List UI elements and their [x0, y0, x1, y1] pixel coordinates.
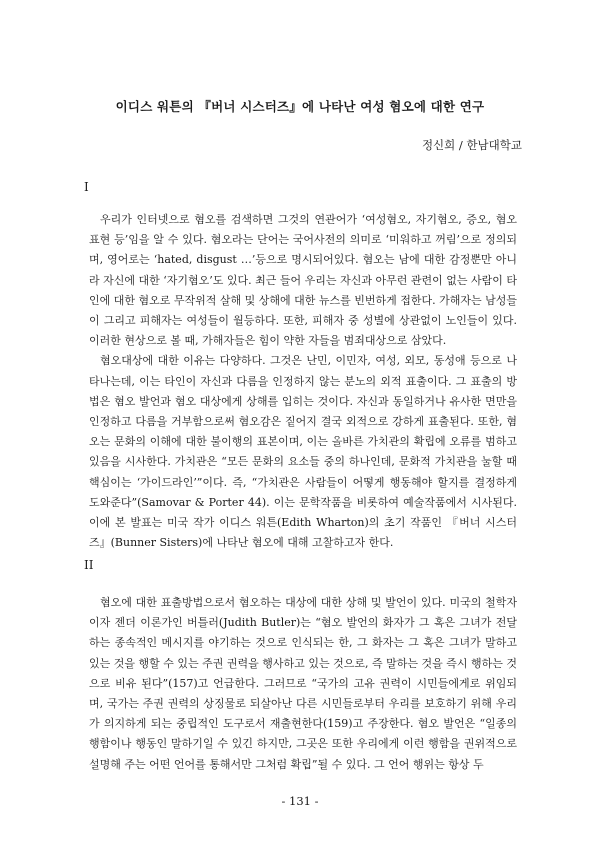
section-heading-2: II — [84, 558, 94, 572]
page-number: - 131 - — [281, 794, 319, 808]
paragraph: 우리가 인터넷으로 혐오를 검색하면 그것의 연관어가 ‘여성혐오, 자기혐오, 증오, 혐오표현 등’임을 알 수 있다. 혐오라는 단어는 국어사전의 의미로 ‘미워하고 꺼림’으로 정의되며, 영어로는 ‘hated, disgust …’등으로 명시되어있다. 혐오는 남에 대한 감정뿐만 아니라 자신에 대한 ‘자기혐오’도 있다. 최근 들어 우리는 자신과 아무런 관련이 없는 사람이 타인에 대한 혐오로 무작위적 살해 및 상해에 대한 뉴스를 빈번하게 접한다. 가해자는 남성들이 그리고 피해자는 여성들이 월등하다. 또한, 피해자 중 성별에 상관없이 노인들이 있다. 이러한 현상으로 볼 때, 가해자들은 힘이 약한 자들을 범죄대상으로 삼았다. — [89, 213, 517, 348]
author-affiliation: 정신희 / 한남대학교 — [421, 138, 522, 152]
section-heading-1: I — [84, 180, 89, 194]
paper-title: 이디스 워튼의 『버너 시스터즈』에 나타난 여성 혐오에 대한 연구 — [115, 99, 485, 114]
section-body-1 — [89, 210, 517, 553]
paragraph: 혐오대상에 대한 이유는 다양하다. 그것은 난민, 이민자, 여성, 외모, 동성애 등으로 나타나는데, 이는 타인이 자신과 다름을 인정하지 않는 분노의 외적 표출이다. 그 표출의 방법은 혐오 발언과 혐오 대상에게 상해를 입히는 것이다. 자신과 동일하거나 유사한 면만을 인정하고 다름을 거부함으로써 혐오감은 짙어지 결국 외적으로 강하게 표출된다. 또한, 혐오는 문화의 이해에 대한 불이행의 표본이며, 이는 올바른 가치관의 확립에 오류를 범하고 있음을 시사한다. 가치관은 “모든 문화의 요소들 중의 하나인데, 문화적 가치관을 눌할 때 핵심이는 ‘가이드라인’”이다. 즉, “가치관은 사람들이 어떻게 행동해야 할지를 결정하게 도와준다”(Samovar & Porter 44). 이는 문학작품을 비롯하여 예술작품에서 시사된다. 이에 본 발표는 미국 작가 이디스 워튼(Edith Wharton)의 초기 작품인 『버너 시스터즈』(Bunner Sisters)에 나타난 혐오에 대해 고찰하고자 한다. — [89, 354, 517, 550]
paragraph: 혐오에 대한 표출방법으로서 혐오하는 대상에 대한 상해 및 발언이 있다. 미국의 철학자이자 젠더 이론가인 버틀러(Judith Butler)는 “혐오 발언의 화자가 그 혹은 그녀가 전달하는 종속적인 메시지를 야기하는 것으로 인식되는 한, 그 화자는 그 혹은 그녀가 말하고 있는 것을 행할 수 있는 주권 권력을 행사하고 있는 것으로, 즉 말하는 것을 즉시 행하는 것으로 비유 된다”(157)고 언급한다. 그러므로 “국가의 고유 권력이 시민들에게로 위임되며, 국가는 주권 권력의 상징물로 되살아난 다른 시민들로부터 우리를 보호하기 위해 우리가 의지하게 되는 중립적인 도구로서 재출현한다(159)고 주장한다. 혐오 발언은 “일종의 행함이나 행동인 말하기일 수 있긴 하지만, 그곳은 또한 우리에게 이런 행함을 권위적으로 설명해 주는 어떤 언어를 통해서만 그처럼 확립”될 수 있다. 그 언어 행위는 항상 두 — [89, 596, 517, 771]
section-body-2 — [89, 593, 517, 775]
